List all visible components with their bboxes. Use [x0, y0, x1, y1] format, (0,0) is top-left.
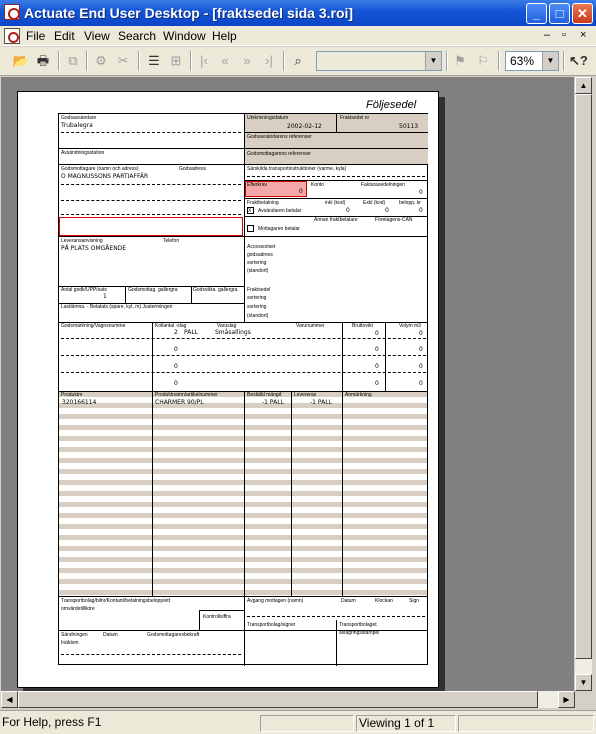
minimize-button[interactable]: _ — [526, 3, 547, 24]
scroll-left-icon[interactable]: ◀ — [1, 691, 18, 708]
consignee-value: O MAGNUSSONS PARTIAFFÄR — [61, 173, 149, 180]
row-stripe — [59, 458, 427, 463]
col-count-label: Kollantal -slag — [155, 323, 187, 329]
accessory-label: Accessoriset — [247, 244, 276, 250]
row-stripe — [59, 491, 427, 496]
mdi-restore-button[interactable]: ▫ — [562, 29, 566, 41]
col-description-label: Varuslag — [217, 323, 237, 329]
other-payer-label: Annan fraktbetalare — [314, 217, 358, 223]
print-date-value: 2002-02-12 — [287, 123, 322, 130]
status-pane-empty — [458, 715, 594, 732]
print-icon[interactable]: 🖶 — [36, 53, 50, 68]
actuate-app-icon[interactable] — [4, 4, 20, 20]
context-help-icon[interactable]: ↖? — [569, 53, 588, 68]
row-weight: 0 — [375, 363, 379, 370]
excl-value: 0 — [385, 207, 389, 214]
sign-date-label: Datum — [341, 598, 356, 604]
row-stripe — [59, 524, 427, 529]
row-stripe — [59, 414, 427, 419]
maximize-button[interactable]: □ — [549, 3, 570, 24]
col-number-label: Varunummer — [296, 323, 325, 329]
next-page-icon[interactable]: » — [243, 53, 251, 68]
row-stripe — [59, 436, 427, 441]
row-count: 0 — [174, 380, 178, 387]
row-weight: 0 — [375, 380, 379, 387]
row-stripe — [59, 480, 427, 485]
menu-search[interactable]: Search — [118, 29, 157, 43]
highlight-row — [59, 217, 243, 236]
delivered-qty-label: Levereras — [294, 392, 317, 398]
product-name-label: Produktnamn/artikelnummer — [155, 392, 218, 398]
incl-label: inkl (kod) — [325, 200, 346, 206]
carrier-label: Transportbolag/bilnr/Kontant/betalningsbelopp/ett — [61, 598, 171, 604]
toolbar-separator — [58, 51, 60, 71]
amount-value: 0 — [419, 207, 423, 214]
horizontal-scroll-thumb[interactable] — [18, 691, 538, 708]
receiver-pays-checkbox — [247, 225, 254, 232]
bookmark-icon[interactable]: ⚑ — [454, 53, 466, 68]
company-reg-label: Företagens-CAN — [375, 217, 413, 223]
shipment-label: Sändningen — [61, 632, 88, 638]
product-number-label: Produktnr — [61, 392, 83, 398]
delivery-instruction-label: Leveransanvisning — [61, 238, 103, 244]
zoom-value: 63% — [510, 54, 535, 68]
status-viewing-text: Viewing 1 of 1 — [356, 715, 456, 732]
row-count: 0 — [174, 363, 178, 370]
invoice-dept-label: Fakturaavdelningen — [361, 182, 405, 188]
package-count-value: 1 — [103, 293, 107, 300]
status-bar — [0, 710, 596, 734]
sender-value: Trubalegra — [61, 122, 93, 129]
note-label: Inäktsm — [61, 640, 79, 646]
toolbar-separator — [283, 51, 285, 71]
row-volume: 0 — [419, 346, 423, 353]
chevron-down-icon[interactable]: ▼ — [425, 52, 441, 70]
vertical-scrollbar[interactable] — [575, 77, 592, 691]
row-description: Småsallings — [215, 329, 251, 336]
row-stripe — [59, 425, 427, 430]
freight-sort-label: sortering — [247, 295, 267, 301]
col-volume-label: Volym m3 — [399, 323, 421, 329]
horizontal-scrollbar[interactable] — [1, 691, 575, 708]
account-label: Konto — [311, 182, 325, 188]
excl-label: Exkl (kod) — [363, 200, 386, 206]
report-page — [17, 91, 439, 688]
freight-sort-label: sortering — [247, 304, 267, 310]
last-page-icon[interactable]: ›| — [265, 53, 273, 68]
accessory-label: (standort) — [247, 268, 269, 274]
cod-value: 0 — [299, 188, 303, 195]
toolbar-separator — [563, 51, 565, 71]
run-icon[interactable]: ⚙ — [95, 53, 107, 68]
sender-ref-label: Godsavsändarens referenser — [247, 134, 312, 140]
dispatch-station-label: Avsändningsstation — [61, 150, 105, 156]
row-weight: 0 — [375, 330, 379, 337]
row-stripe — [59, 546, 427, 551]
toolbar-separator — [446, 51, 448, 71]
row-stripe — [59, 447, 427, 452]
goods-receipt-label: Godsmottagaresbekraft — [147, 632, 200, 638]
close-button[interactable]: ✕ — [572, 3, 593, 24]
title-bar[interactable] — [0, 0, 596, 26]
waybill-no-value: 50113 — [399, 123, 419, 130]
delivered-qty-value: -1 PALL — [310, 399, 332, 406]
row-stripe — [59, 557, 427, 562]
special-instructions-label: Särskilda transportinstruktioner (varme, kyla) — [247, 166, 347, 172]
product-number-value: 320166114 — [62, 399, 97, 406]
menu-help[interactable]: Help — [212, 29, 237, 43]
product-note-label: Anmärkning — [345, 392, 372, 398]
row-stripe — [59, 568, 427, 573]
ordered-qty-value: -1 PALL — [262, 399, 284, 406]
mdi-minimize-button[interactable]: – — [544, 29, 551, 41]
freight-sort-label: Fraktsedel — [247, 287, 271, 293]
chevron-down-icon[interactable]: ▼ — [542, 52, 558, 70]
ordered-qty-label: Beställd mängd — [247, 392, 282, 398]
bookmark-list-icon[interactable]: ⚐ — [477, 53, 489, 68]
carrier-sign-label: Transportbolag/signer — [247, 622, 296, 628]
sender-pays-mark: X — [248, 208, 252, 214]
invoice-dept-value: 0 — [419, 189, 423, 196]
load-label: Lastlämna. - Betalats (spare, kyl, m) Justermingen — [61, 304, 173, 310]
row-count: 2 — [174, 329, 178, 336]
row-stripe — [59, 513, 427, 518]
row-count: 0 — [174, 346, 178, 353]
signature-label: Sign — [409, 598, 420, 604]
transport-proof-label-2: avlagringsstämpel — [339, 630, 380, 636]
package-count-label: Antal godk/UPP/sats — [61, 287, 107, 293]
document-icon[interactable] — [4, 28, 20, 44]
consignee-label: Godsmottagare (namn och adress) — [61, 166, 139, 172]
goods-address-label: Godsadress — [179, 166, 206, 172]
delivery-instruction-value: PÅ PLATS OMGÅENDE — [61, 245, 127, 252]
window-title: Actuate End User Desktop - [fraktsedel sida 3.roi] — [24, 5, 354, 21]
copy-icon[interactable]: ⧉ — [68, 53, 78, 68]
sign-time-label: Klockan — [375, 598, 393, 604]
first-page-icon[interactable]: |‹ — [200, 53, 208, 68]
scroll-right-icon[interactable]: ▶ — [558, 691, 575, 708]
row-kind: PALL — [184, 329, 199, 336]
row-stripe — [59, 535, 427, 540]
open-icon[interactable]: 📂 — [12, 53, 30, 68]
row-stripe — [59, 590, 427, 595]
row-stripe — [59, 469, 427, 474]
package-price-label: Godsvikta. gallergra — [193, 287, 238, 293]
print-date-label: Utskrivningsdatum — [247, 115, 289, 121]
waybill-no-label: Fraktsedel nr — [340, 115, 370, 121]
sender-pays-label: Avsändaren betalar — [258, 208, 302, 214]
parameters-icon[interactable]: ⊞ — [170, 53, 182, 68]
menu-window[interactable]: Window — [163, 29, 206, 43]
accessory-label: sortering — [247, 260, 267, 266]
document-heading: Följesedel — [366, 99, 417, 111]
menu-view[interactable]: View — [84, 29, 110, 43]
search-combo[interactable] — [316, 51, 442, 71]
carrier-label-2: omvärdetilliktre — [61, 606, 95, 612]
product-name-value: CHARMER 90/PL — [155, 399, 204, 406]
row-weight: 0 — [375, 346, 379, 353]
receiver-pays-label: Mottagaren betalar — [258, 226, 300, 232]
row-volume: 0 — [419, 363, 423, 370]
zoom-select[interactable] — [505, 51, 559, 71]
waybill-form — [58, 113, 428, 665]
sender-label: Godsavsändare — [61, 115, 97, 121]
menu-edit[interactable]: Edit — [54, 29, 75, 43]
col-marking-label: Godsmärkning/Vagnsnumme — [61, 323, 126, 329]
accessory-label: godsadress — [247, 252, 273, 258]
phone-label: Telefon — [163, 238, 180, 244]
status-pane-empty — [260, 715, 354, 732]
previous-page-icon[interactable]: « — [221, 53, 229, 68]
menu-file[interactable]: File — [26, 29, 46, 43]
col-weight-label: Bruttovikt — [352, 323, 373, 329]
status-help-text: For Help, press F1 — [2, 715, 102, 729]
document-viewport[interactable] — [1, 77, 574, 691]
toc-icon[interactable]: ☰ — [148, 53, 160, 68]
package-weight-label: Godsmottag. gallergra — [128, 287, 178, 293]
row-volume: 0 — [419, 330, 423, 337]
mdi-close-button[interactable]: × — [580, 29, 587, 41]
freight-sort-label: (standort) — [247, 313, 269, 319]
tools-icon[interactable]: ✂ — [117, 53, 129, 68]
row-stripe — [59, 579, 427, 584]
toolbar — [0, 47, 596, 76]
control-digit-label: Kontrollsiffra — [203, 614, 231, 620]
scroll-up-icon[interactable]: ▲ — [575, 77, 592, 94]
scroll-down-icon[interactable]: ▼ — [575, 674, 592, 691]
row-stripe — [59, 502, 427, 507]
consignee-sign-label: Avgang mottagen (namn) — [247, 598, 304, 604]
cod-label: Efterkrav — [247, 182, 268, 188]
row-stripe — [59, 403, 427, 408]
toolbar-separator — [138, 51, 140, 71]
menu-bar — [0, 26, 596, 46]
amount-label: belopp, kr — [399, 200, 421, 206]
toolbar-separator — [86, 51, 88, 71]
freight-payment-label: Fraktbetalning — [247, 200, 279, 206]
toolbar-separator — [190, 51, 192, 71]
vertical-scroll-thumb[interactable] — [575, 94, 592, 659]
transport-proof-label: Transportbolaget — [339, 622, 377, 628]
incl-value: 0 — [346, 207, 350, 214]
toolbar-separator — [498, 51, 500, 71]
consignee-ref-label: Godsmottagarens referenser — [247, 151, 311, 157]
shipment-date-label: Datum — [103, 632, 118, 638]
find-icon[interactable]: ⌕ — [294, 53, 302, 68]
row-volume: 0 — [419, 380, 423, 387]
